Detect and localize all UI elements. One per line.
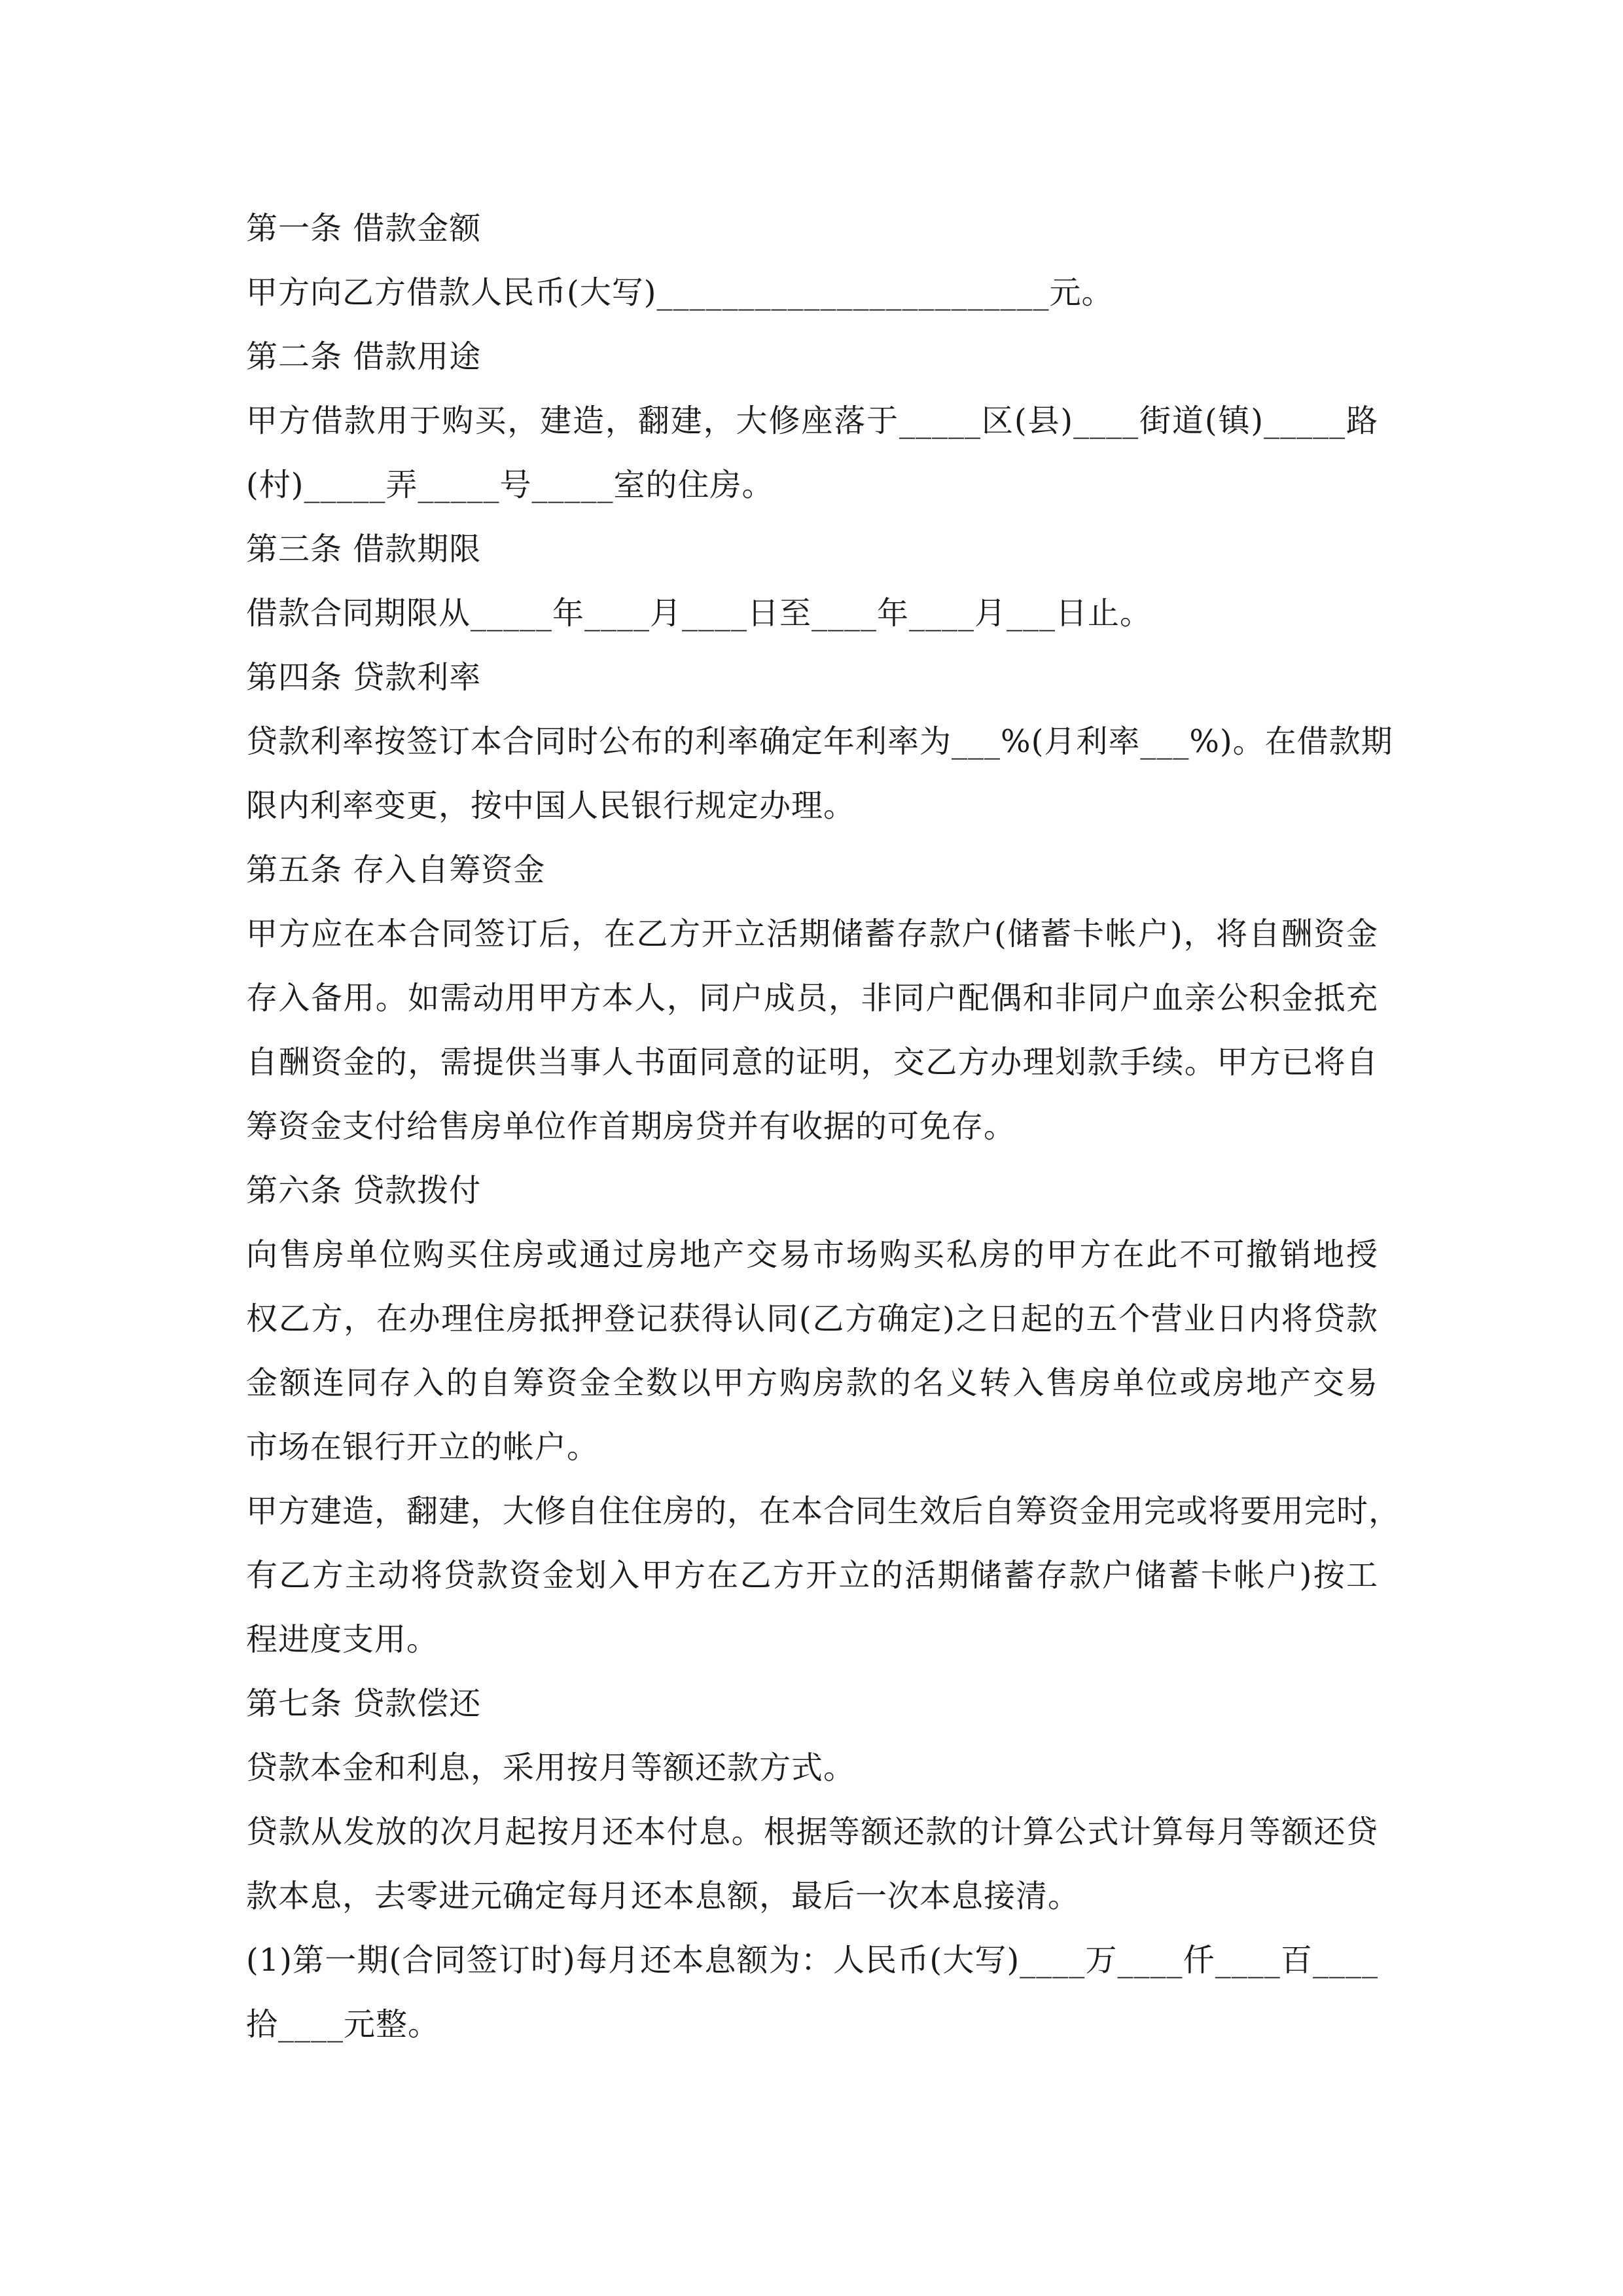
- paragraph-line: 向售房单位购买住房或通过房地产交易市场购买私房的甲方在此不可撤销地授: [246, 1236, 1378, 1273]
- article-heading: 第六条 贷款拨付: [246, 1172, 482, 1209]
- paragraph-line: 甲方借款用于购买，建造，翻建，大修座落于_____区(县)____街道(镇)_____路: [246, 403, 1378, 439]
- paragraph-line: 甲方建造，翻建，大修自住住房的，在本合同生效后自筹资金用完或将要用完时，: [246, 1493, 1401, 1530]
- paragraph-line: 贷款利率按签订本合同时公布的利率确定年利率为___%(月利率___%)。在借款期: [246, 723, 1393, 760]
- paragraph-line: 程进度支用。: [246, 1621, 439, 1658]
- article-heading: 第四条 贷款利率: [246, 659, 482, 696]
- paragraph-line: 借款合同期限从_____年____月____日至____年____月___日止。: [246, 595, 1152, 632]
- article-heading: 第一条 借款金额: [246, 210, 482, 247]
- article-heading: 第二条 借款用途: [246, 338, 482, 375]
- paragraph-line: 甲方应在本合同签订后，在乙方开立活期储蓄存款户(储蓄卡帐户)，将自酬资金: [246, 916, 1378, 952]
- paragraph-line: (1)第一期(合同签订时)每月还本息额为：人民币(大写)____万____仟____百____: [246, 1942, 1378, 1979]
- paragraph-line: 权乙方，在办理住房抵押登记获得认同(乙方确定)之日起的五个营业日内将贷款: [246, 1300, 1378, 1337]
- paragraph-line: 款本息，去零进元确定每月还本息额，最后一次本息接清。: [246, 1878, 1080, 1914]
- paragraph-line: 有乙方主动将贷款资金划入甲方在乙方开立的活期储蓄存款户储蓄卡帐户)按工: [246, 1557, 1378, 1594]
- contract-page: [246, 196, 1401, 2056]
- paragraph-line: 市场在银行开立的帐户。: [246, 1429, 599, 1465]
- paragraph-line: 拾____元整。: [246, 2006, 440, 2043]
- paragraph-line: 贷款从发放的次月起按月还本付息。根据等额还款的计算公式计算每月等额还贷: [246, 1814, 1378, 1850]
- paragraph-line: 甲方向乙方借款人民币(大写)________________________元。: [246, 274, 1114, 311]
- paragraph-line: (村)_____弄_____号_____室的住房。: [246, 467, 774, 503]
- article-heading: 第五条 存入自筹资金: [246, 852, 546, 888]
- document-body: [246, 196, 1401, 2056]
- paragraph-line: 自酬资金的，需提供当事人书面同意的证明，交乙方办理划款手续。甲方已将自: [246, 1044, 1378, 1081]
- paragraph-line: 筹资金支付给售房单位作首期房贷并有收据的可免存。: [246, 1108, 1016, 1145]
- article-heading: 第三条 借款期限: [246, 531, 482, 567]
- article-heading: 第七条 贷款偿还: [246, 1685, 482, 1722]
- paragraph-line: 限内利率变更，按中国人民银行规定办理。: [246, 787, 856, 824]
- paragraph-line: 存入备用。如需动用甲方本人，同户成员，非同户配偶和非同户血亲公积金抵充: [246, 980, 1378, 1016]
- paragraph-line: 金额连同存入的自筹资金全数以甲方购房款的名义转入售房单位或房地产交易: [246, 1365, 1378, 1401]
- paragraph-line: 贷款本金和利息，采用按月等额还款方式。: [246, 1749, 856, 1786]
